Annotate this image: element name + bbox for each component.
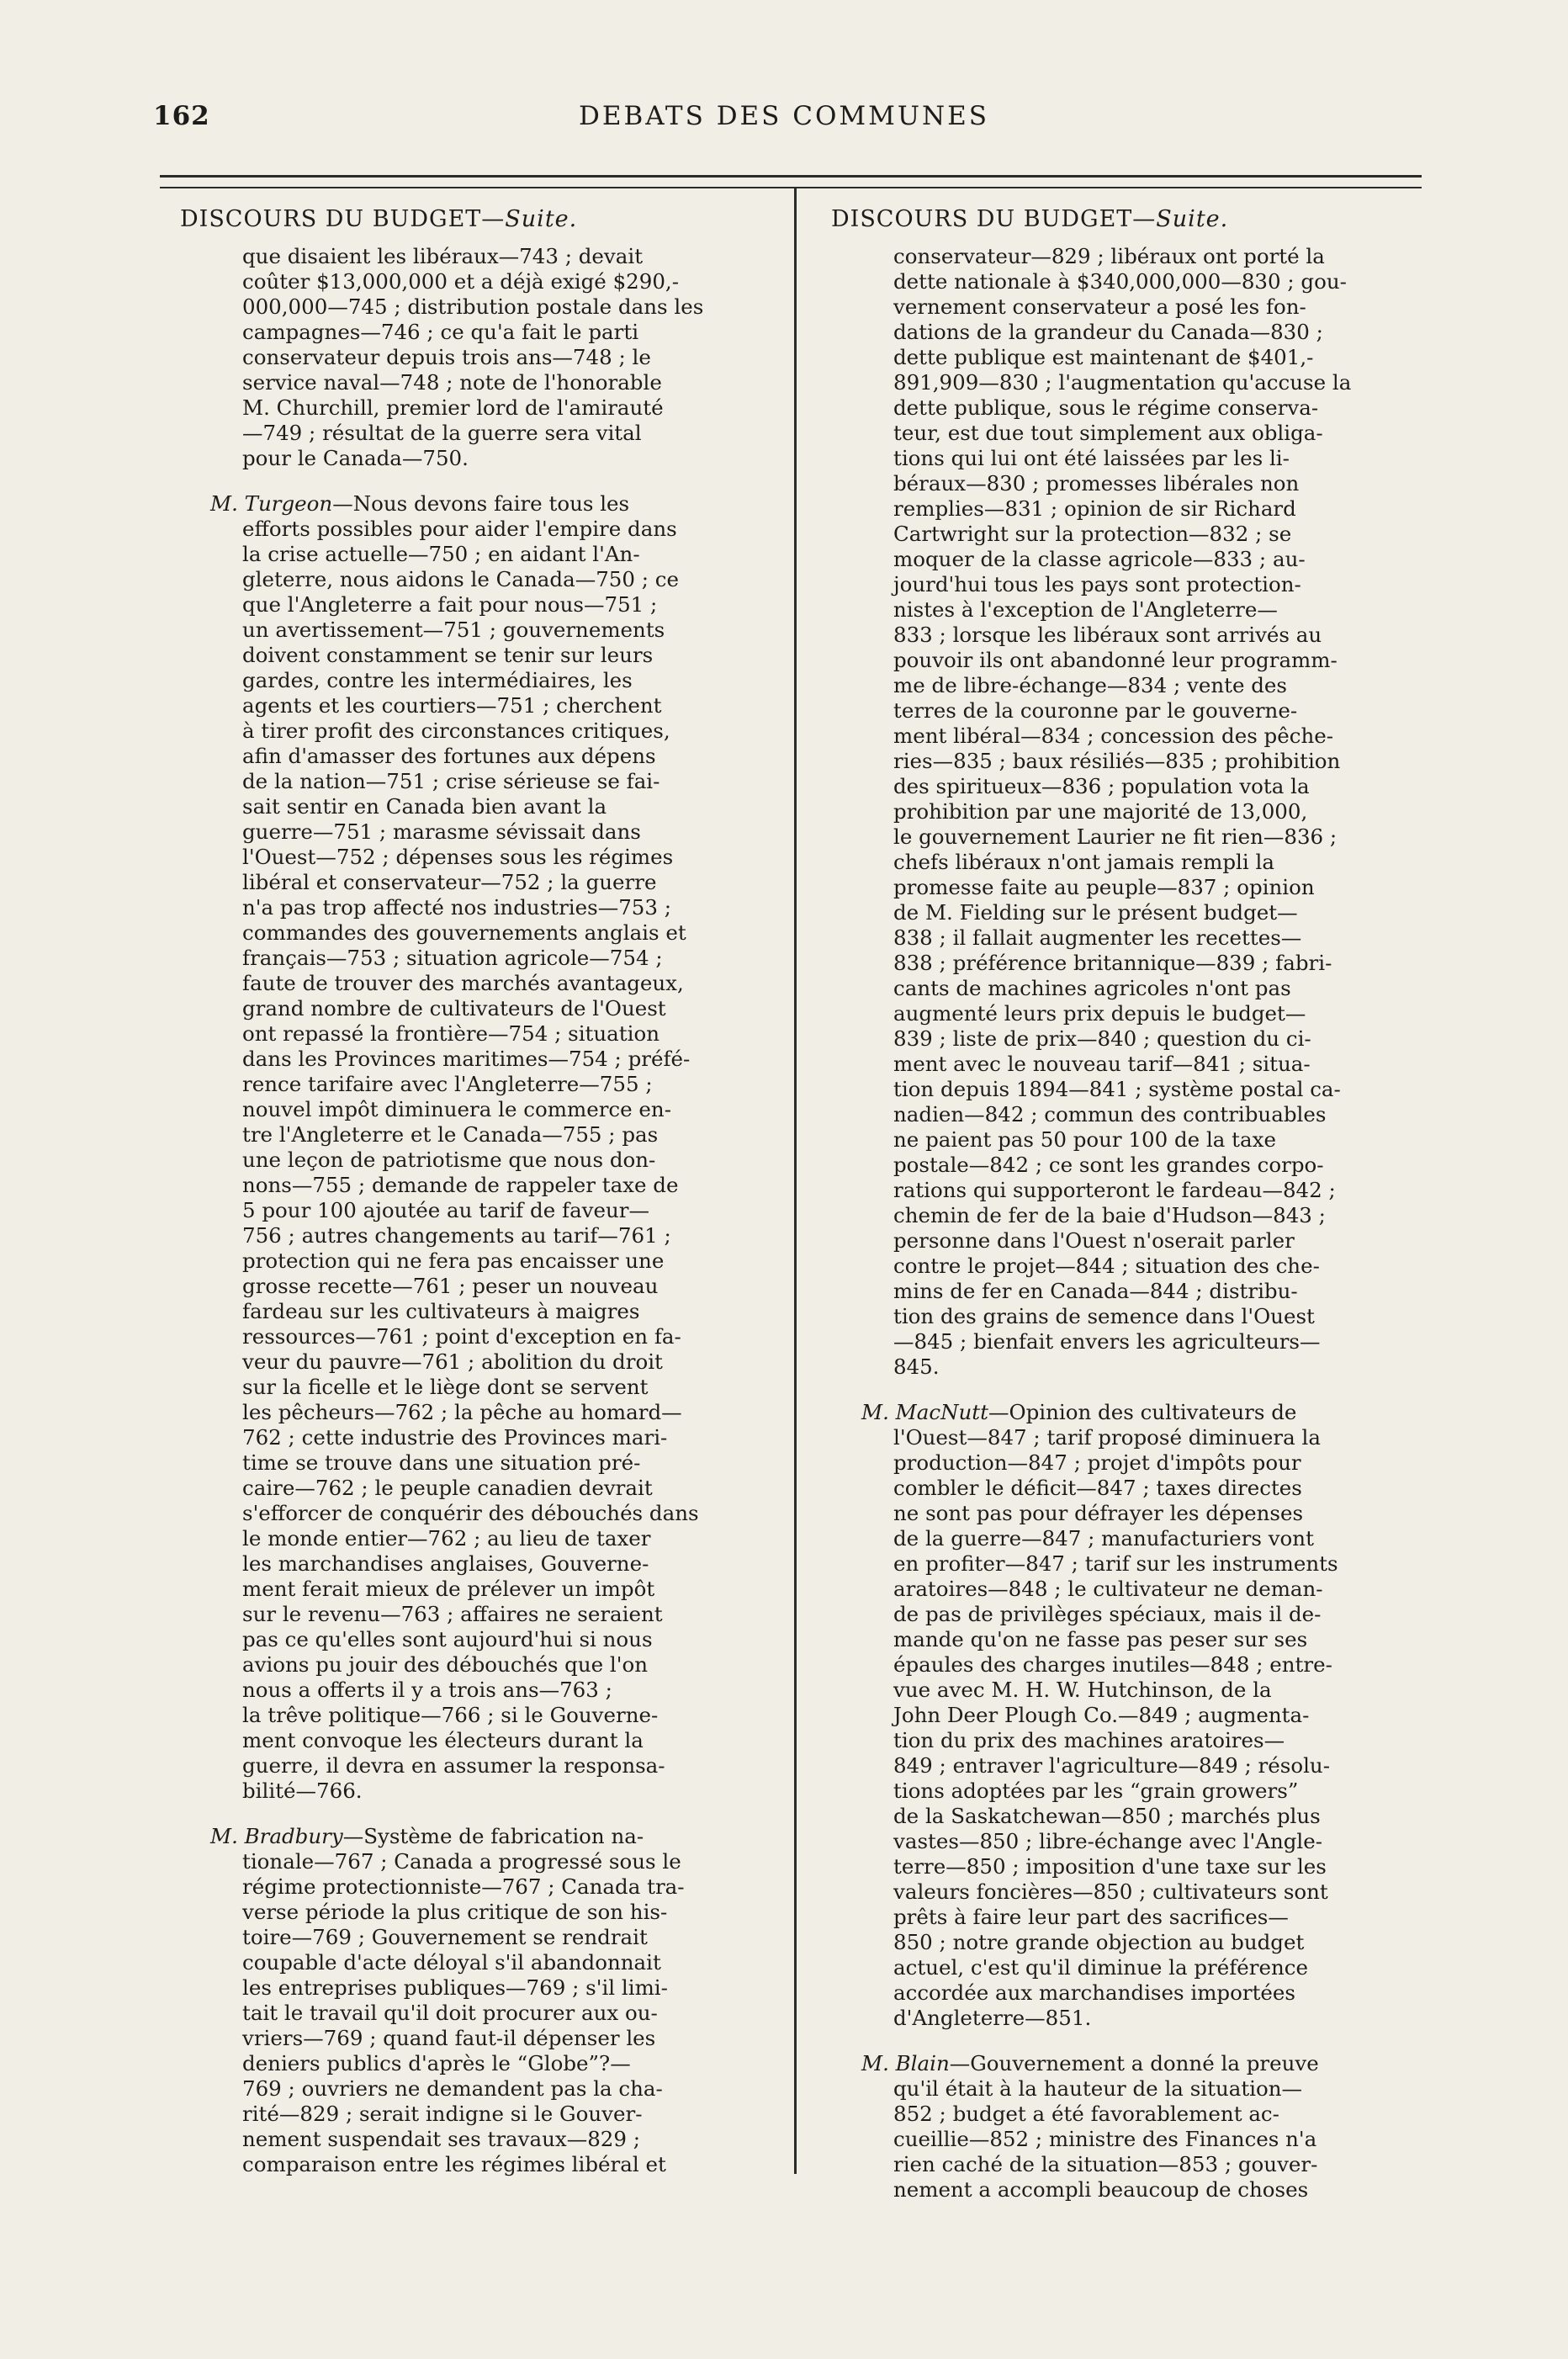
running-title: DEBATS DES COMMUNES xyxy=(578,101,990,131)
heading-main: DISCOURS DU BUDGET— xyxy=(831,206,1157,232)
heading-suite: Suite. xyxy=(505,206,578,232)
column-divider xyxy=(794,188,797,2174)
speaker-prefix: M. xyxy=(210,1824,238,1848)
page-header xyxy=(153,91,1415,141)
column-heading xyxy=(180,207,782,232)
entry-text: conservateur—829 ; libéraux ont porté la dette nationale à $340,000,000—830 ; gou- vernement conservateur a posé les fon- dations de la grandeur du Canada—830 ; dette publique est maintenant de $401,- 891,909—830 ; l'augmentation qu'accuse la dette publique, sous le régime conserva- teur, est due tout simplement aux obliga- tions qui lui ont été laissées par les li- béraux—830 ; promesses libérales non remplies—831 ; opinion de sir Richard Cartwright sur la protection—832 ; se moquer de la classe agricole—833 ; au- jourd'hui tous les pays sont protection- nistes à l'exception de l'Angleterre— 833 ; lorsque les libéraux sont arrivés au pouvoir ils ont abandonné leur programm- me de libre-échange—834 ; vente des terres de la couronne par le gouverne- ment libéral—834 ; concession des pêche- ries—835 ; baux résiliés—835 ; prohibition des spiritueux—836 ; population vota la prohibition par une majorité de 13,000, le gouvernement Laurier ne fit rien—836 ; chefs libéraux n'ont jamais rempli la promesse faite au peuple—837 ; opinion de M. Fielding sur le présent budget— 838 ; il fallait augmenter les recettes— 838 ; préférence britannique—839 ; fabri- cants de machines agricoles n'ont pas augmenté leurs prix depuis le budget— 839 ; liste de prix—840 ; question du ci- ment avec le nouveau tarif—841 ; situa- tion depuis 1894—841 ; système postal ca- nadien—842 ; commun des contribuables ne paient pas 50 pour 100 de la taxe postale—842 ; ce sont les grandes corpo- rations qui supporteront le fardeau—842 ; chemin de fer de la baie d'Hudson—843 ; personne dans l'Ouest n'oserait parler contre le projet—844 ; situation des che- mins de fer en Canada—844 ; distribu- tion des grains de semence dans l'Ouest —845 ; bienfait envers les agriculteurs— 845. xyxy=(893,244,1352,1379)
page-number: 162 xyxy=(153,101,210,131)
entry-text: l'Ouest—847 ; tarif proposé diminuera la production—847 ; projet d'impôts pour combler le déficit—847 ; taxes directes ne sont pas pour défrayer les dépenses de la guerre—847 ; manufacturiers vont en profiter—847 ; tarif sur les instruments aratoires—848 ; le cultivateur ne deman- de pas de privilèges spéciaux, mais il de- mande qu'on ne fasse pas peser sur ses épaules des charges inutiles—848 ; entre- vue avec M. H. W. Hutchinson, de la John Deer Plough Co.—849 ; augmenta- tion du prix des machines aratoires— 849 ; entraver l'agriculture—849 ; résolu- tions adoptées par les “grain growers” de la Saskatchewan—850 ; marchés plus vastes—850 ; libre-échange avec l'Angle- terre—850 ; imposition d'une taxe sur les valeurs foncières—850 ; cultivateurs sont prêts à faire leur part des sacrifices— 850 ; notre grande objection au budget actuel, c'est qu'il diminue la préférence accordée aux marchandises importées d'Angleterre—851. xyxy=(893,1425,1338,2030)
speaker-name: Blain xyxy=(895,2051,950,2075)
index-entry xyxy=(831,244,1454,1380)
speaker-name: MacNutt xyxy=(895,1400,988,1424)
column-heading xyxy=(831,207,1454,232)
speaker-line xyxy=(831,1400,1454,1425)
speaker-first-line: —Opinion des cultivateurs de xyxy=(988,1400,1297,1424)
speaker-first-line: —Système de fabrication na- xyxy=(342,1824,644,1848)
heading-main: DISCOURS DU BUDGET— xyxy=(180,206,506,232)
speaker-line xyxy=(180,491,782,517)
index-entry xyxy=(180,1824,782,2177)
speaker-name: Turgeon xyxy=(244,491,333,516)
index-entry xyxy=(180,491,782,1804)
header-rule-secondary xyxy=(160,187,1422,188)
speaker-line xyxy=(831,2051,1454,2076)
header-rule xyxy=(160,175,1422,178)
speaker-prefix: M. xyxy=(861,2051,889,2075)
speaker-prefix: M. xyxy=(210,491,238,516)
index-entry xyxy=(831,1400,1454,2031)
speaker-prefix: M. xyxy=(861,1400,889,1424)
speaker-first-line: —Gouvernement a donné la preuve xyxy=(949,2051,1319,2075)
heading-suite: Suite. xyxy=(1156,206,1229,232)
speaker-name: Bradbury xyxy=(244,1824,343,1848)
entry-text: efforts possibles pour aider l'empire dans la crise actuelle—750 ; en aidant l'An- gleterre, nous aidons le Canada—750 ; ce que l'Angleterre a fait pour nous—751 ; un avertissement—751 ; gouvernements doivent constamment se tenir sur leurs gardes, contre les intermédiaires, les agents et les courtiers—751 ; cherchent à tirer profit des circonstances critiques, afin d'amasser des fortunes aux dépens de la nation—751 ; crise sérieuse se fai- sait sentir en Canada bien avant la guerre—751 ; marasme sévissait dans l'Ouest—752 ; dépenses sous les régimes libéral et conservateur—752 ; la guerre n'a pas trop affecté nos industries—753 ; commandes des gouvernements anglais et français—753 ; situation agricole—754 ; faute de trouver des marchés avantageux, grand nombre de cultivateurs de l'Ouest ont repassé la frontière—754 ; situation dans les Provinces maritimes—754 ; préfé- rence tarifaire avec l'Angleterre—755 ; nouvel impôt diminuera le commerce en- tre l'Angleterre et le Canada—755 ; pas une leçon de patriotisme que nous don- nons—755 ; demande de rappeler taxe de 5 pour 100 ajoutée au tarif de faveur— 756 ; autres changements au tarif—761 ; protection qui ne fera pas encaisser une grosse recette—761 ; peser un nouveau fardeau sur les cultivateurs à maigres ressources—761 ; point d'exception en fa- veur du pauvre—761 ; abolition du droit sur la ficelle et le liège dont se servent les pêcheurs—762 ; la pêche au homard— 762 ; cette industrie des Provinces mari- time se trouve dans une situation pré- caire—762 ; le peuple canadien devrait s'efforcer de conquérir des débouchés dans le monde entier—762 ; au lieu de taxer les marchandises anglaises, Gouverne- ment ferait mieux de prélever un impôt sur le revenu—763 ; affaires ne seraient pas ce qu'elles sont aujourd'hui si nous avions pu jouir des débouchés que l'on nous a offerts il y a trois ans—763 ; la trêve politique—766 ; si le Gouverne- ment convoque les électeurs durant la guerre, il devra en assumer la responsa- bilité—766. xyxy=(242,517,699,1803)
left-column xyxy=(180,202,782,2197)
speaker-line xyxy=(180,1824,782,1849)
right-column xyxy=(831,202,1454,2223)
entry-text: qu'il était à la hauteur de la situation— 852 ; budget a été favorablement ac- cueillie—852 ; ministre des Finances n'a rien caché de la situation—853 ; gouver- nement a accompli beaucoup de choses xyxy=(893,2076,1318,2202)
entry-text: tionale—767 ; Canada a progressé sous le régime protectionniste—767 ; Canada tra- verse période la plus critique de son his- toire—769 ; Gouvernement se rendrait coupable d'acte déloyal s'il abandonnait les entreprises publiques—769 ; s'il limi- tait le travail qu'il doit procurer aux ou- vriers—769 ; quand faut-il dépenser les deniers publics d'après le “Globe”?— 769 ; ouvriers ne demandent pas la cha- rité—829 ; serait indigne si le Gouver- nement suspendait ses travaux—829 ; comparaison entre les régimes libéral et xyxy=(242,1849,685,2176)
index-entry xyxy=(180,244,782,471)
entry-text: que disaient les libéraux—743 ; devait coûter $13,000,000 et a déjà exigé $290,- 000,000—745 ; distribution postale dans les campagnes—746 ; ce qu'a fait le parti conservateur depuis trois ans—748 ; le service naval—748 ; note de l'honorable M. Churchill, premier lord de l'amirauté —749 ; résultat de la guerre sera vital pour le Canada—750. xyxy=(242,244,704,470)
index-entry xyxy=(831,2051,1454,2203)
speaker-first-line: —Nous devons faire tous les xyxy=(332,491,630,516)
